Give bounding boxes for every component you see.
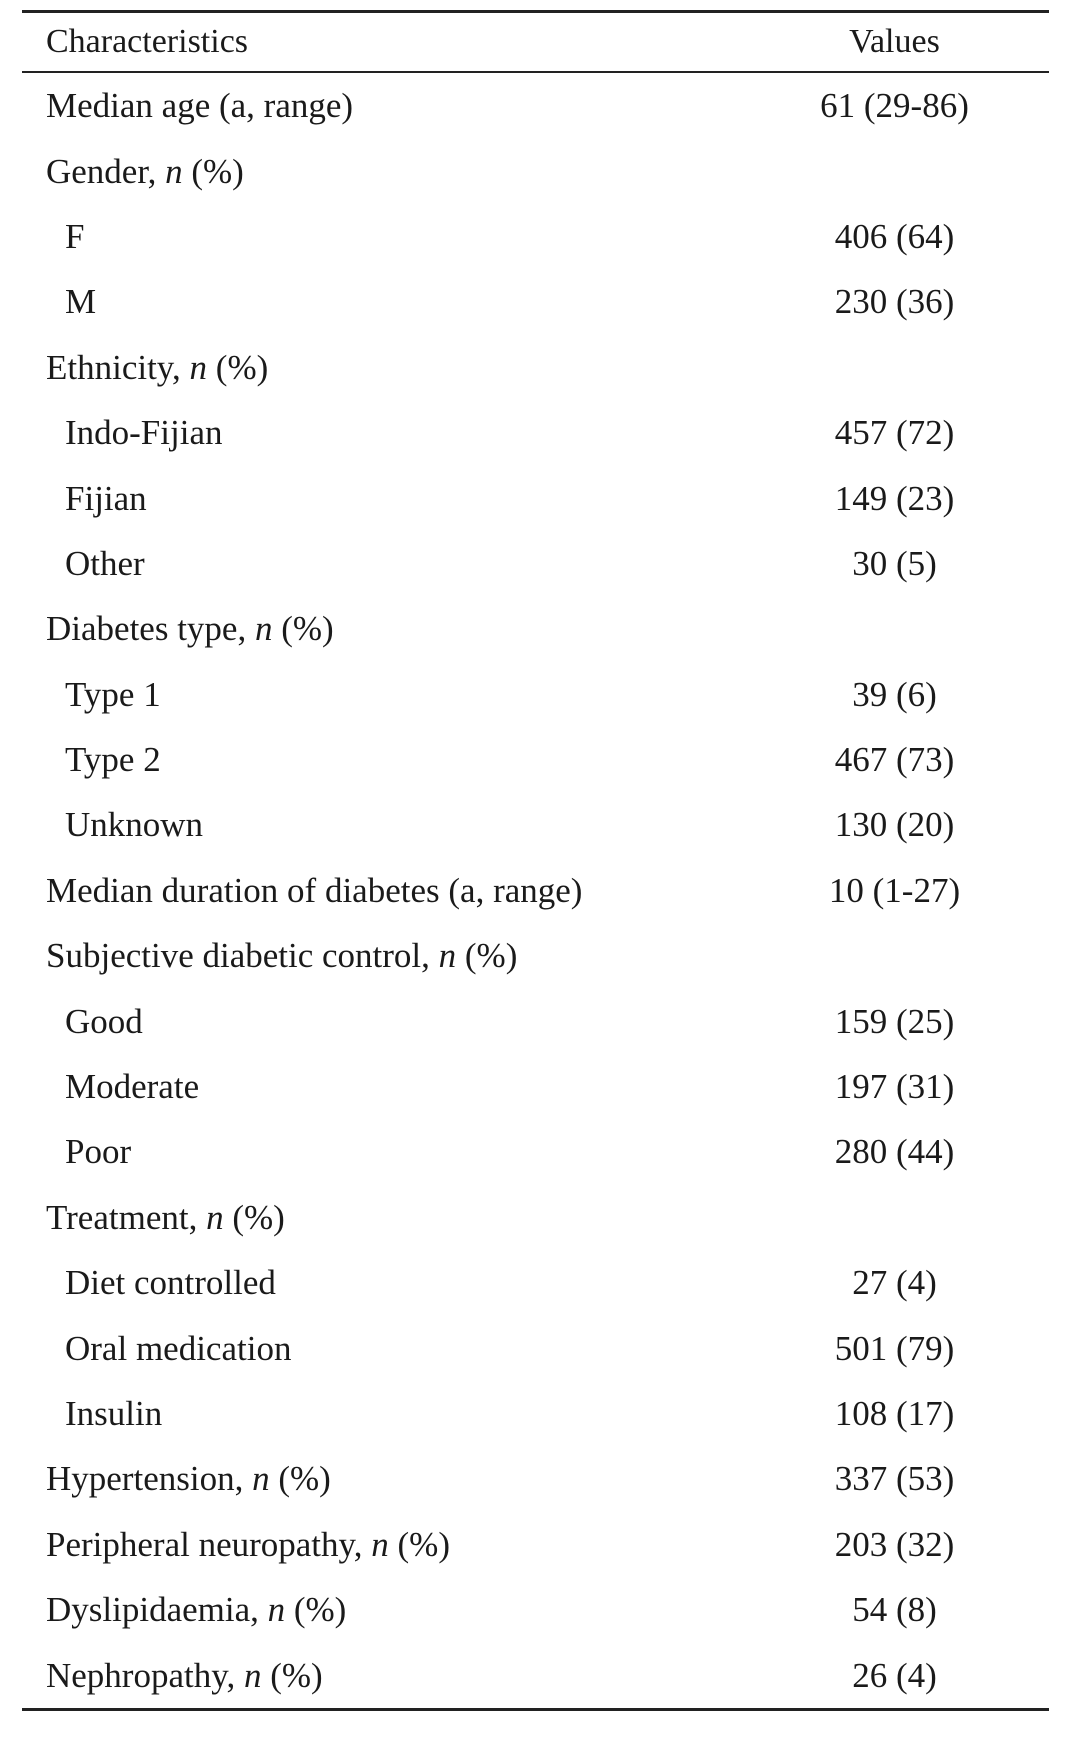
row-label <box>22 1132 766 1172</box>
row-value: 457 (72) <box>834 413 955 453</box>
table-row <box>22 1446 1049 1511</box>
table-row <box>22 335 1049 400</box>
table-row <box>22 662 1049 727</box>
row-label-text: Type 2 <box>65 740 161 780</box>
table-row <box>22 1185 1049 1250</box>
row-label-text: M <box>65 282 97 322</box>
row-value: 149 (23) <box>834 478 955 518</box>
row-value: 30 (5) <box>852 543 937 583</box>
row-label-suffix: n (%) <box>438 936 518 976</box>
row-label <box>22 1328 766 1368</box>
row-label-suffix: n (%) <box>267 1590 347 1630</box>
row-value: 26 (4) <box>852 1655 937 1695</box>
table-row <box>22 596 1049 661</box>
row-label <box>22 1197 766 1237</box>
table-row <box>22 1642 1049 1707</box>
row-label <box>22 870 766 910</box>
table-row <box>22 531 1049 596</box>
table-row <box>22 1512 1049 1577</box>
row-label <box>22 151 766 191</box>
row-label-text: Insulin <box>65 1394 163 1433</box>
table-row <box>22 1577 1049 1642</box>
row-label <box>22 740 766 780</box>
row-value: 337 (53) <box>834 1459 955 1499</box>
row-value: 230 (36) <box>834 282 955 322</box>
row-label <box>22 805 766 845</box>
row-label-suffix: n (%) <box>252 1459 331 1499</box>
row-value: 54 (8) <box>852 1590 937 1630</box>
table-row <box>22 269 1049 334</box>
row-label-text: F <box>65 216 85 256</box>
table-header-row <box>22 13 1049 71</box>
table-row <box>22 792 1049 857</box>
table-row <box>22 138 1049 203</box>
table-row <box>22 923 1049 988</box>
row-value: 159 (25) <box>834 1001 955 1041</box>
row-label <box>22 413 766 453</box>
row-label <box>22 478 766 518</box>
row-label-text: Median age (a, range) <box>46 86 354 126</box>
row-value: 467 (73) <box>834 740 955 780</box>
row-label-text: Unknown <box>65 805 204 845</box>
row-label <box>22 609 766 649</box>
row-label <box>22 216 766 256</box>
row-label-text: Good <box>65 1001 143 1041</box>
table-row <box>22 465 1049 530</box>
table-bottom-rule <box>22 1708 1049 1711</box>
row-label-text: Poor <box>65 1132 132 1172</box>
row-label-text: Hypertension, <box>46 1459 253 1499</box>
row-label-text: Ethnicity, <box>46 347 190 387</box>
row-label <box>22 1655 766 1695</box>
table-row <box>22 1250 1049 1315</box>
characteristics-table <box>22 10 1049 1711</box>
row-label-text: Nephropathy, <box>46 1655 244 1695</box>
table-row <box>22 988 1049 1053</box>
row-label-text: Oral medication <box>65 1328 292 1368</box>
row-label <box>22 936 766 976</box>
row-value: 27 (4) <box>852 1263 937 1303</box>
row-label <box>22 282 766 322</box>
row-label-text: Peripheral neuropathy, <box>46 1524 372 1564</box>
row-label-text: Median duration of diabetes (a, range) <box>46 870 583 910</box>
row-label <box>22 1590 766 1630</box>
table-row <box>22 1119 1049 1184</box>
row-label-text: Treatment, <box>46 1197 207 1237</box>
row-label <box>22 674 766 714</box>
table-row <box>22 73 1049 138</box>
row-label <box>22 543 766 583</box>
row-label-text: Other <box>65 543 145 583</box>
table-row <box>22 858 1049 923</box>
row-label-suffix: n (%) <box>165 151 244 191</box>
row-value: 203 (32) <box>834 1524 955 1564</box>
row-label <box>22 1263 766 1303</box>
row-label-suffix: n (%) <box>206 1197 285 1237</box>
table-row <box>22 204 1049 269</box>
row-value: 197 (31) <box>834 1067 955 1107</box>
row-label <box>22 1396 766 1431</box>
table-row <box>22 727 1049 792</box>
row-label-text: Diet controlled <box>65 1263 276 1303</box>
row-value: 39 (6) <box>852 674 937 714</box>
row-value: 501 (79) <box>834 1328 955 1368</box>
row-value: 108 (17) <box>834 1394 955 1433</box>
table-row <box>22 1054 1049 1119</box>
row-value: 61 (29-86) <box>820 86 969 126</box>
row-label-suffix: n (%) <box>371 1524 450 1564</box>
row-label-suffix: n (%) <box>243 1655 323 1695</box>
row-label-text: Type 1 <box>65 674 161 714</box>
row-label <box>22 1524 766 1564</box>
table-body <box>22 73 1049 1708</box>
header-characteristics: Characteristics <box>46 23 249 60</box>
row-label-suffix: n (%) <box>189 347 269 387</box>
row-label <box>22 1067 766 1107</box>
row-value: 130 (20) <box>834 805 955 845</box>
row-label-text: Subjective diabetic control, <box>46 936 439 976</box>
header-values: Values <box>849 23 940 60</box>
row-label-suffix: n (%) <box>254 609 334 649</box>
row-label-text: Moderate <box>65 1067 200 1107</box>
row-value: 10 (1-27) <box>828 870 961 910</box>
table-row <box>22 1381 1049 1446</box>
row-label-text: Fijian <box>65 478 147 518</box>
row-value: 280 (44) <box>834 1132 955 1172</box>
row-label <box>22 347 766 387</box>
row-label-text: Diabetes type, <box>46 609 255 649</box>
table-row <box>22 400 1049 465</box>
row-label <box>22 1001 766 1041</box>
row-label-text: Indo-Fijian <box>65 413 223 453</box>
row-label <box>22 1459 766 1499</box>
table-row <box>22 1315 1049 1380</box>
row-value: 406 (64) <box>834 216 955 256</box>
row-label <box>22 86 766 126</box>
row-label-text: Gender, <box>46 151 166 191</box>
row-label-text: Dyslipidaemia, <box>46 1590 268 1630</box>
